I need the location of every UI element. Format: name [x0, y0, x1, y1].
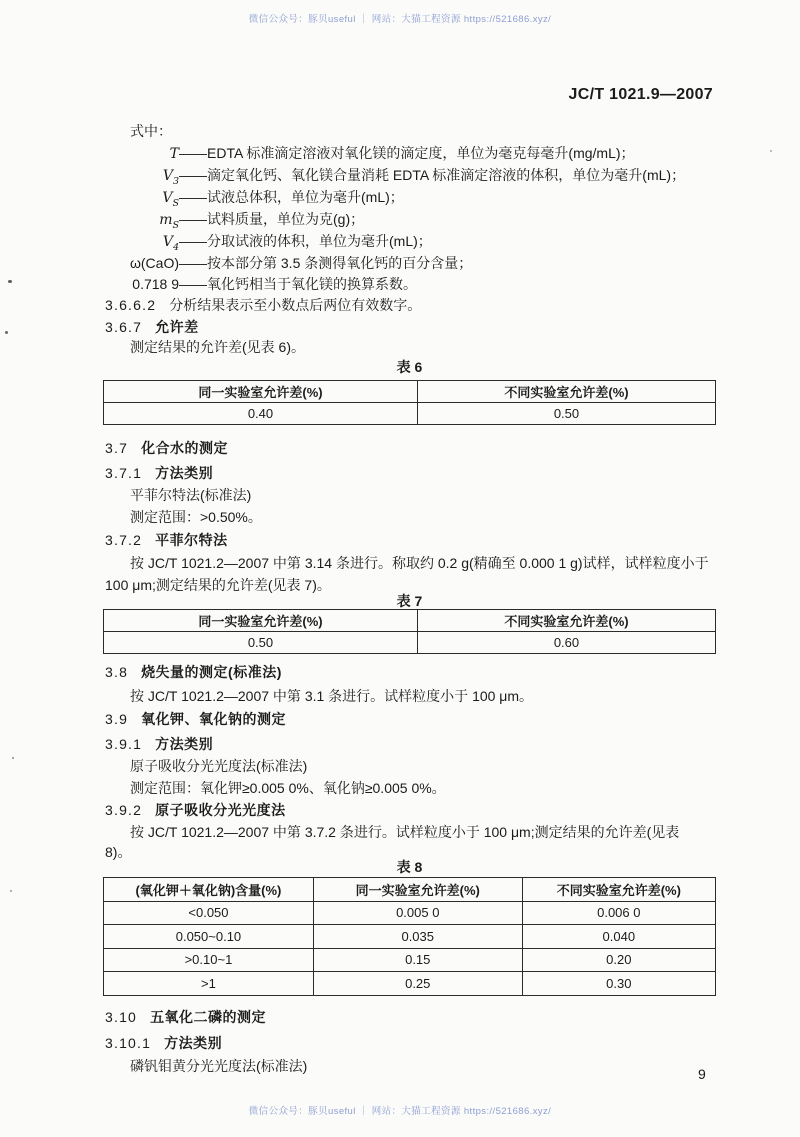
table-header-cell: 同一实验室允许差(%) — [313, 878, 522, 902]
clause-number: 3.8 — [105, 664, 129, 680]
symbol-text: V — [162, 234, 173, 250]
table-header-cell: (氧化钾＋氧化钠)含量(%) — [104, 878, 314, 902]
formula-item-wCaO — [105, 254, 472, 272]
clause-310-heading — [105, 1008, 266, 1026]
formula-symbol — [105, 275, 179, 293]
formula-lead: 式中： — [130, 123, 172, 139]
clause-371-line1: 平菲尔特法(标准法) — [130, 487, 252, 503]
clause-38-heading — [105, 663, 282, 681]
clause-number: 3.6.6.2 — [105, 297, 157, 313]
clause-number: 3.10.1 — [105, 1035, 152, 1051]
table-cell: 0.20 — [522, 948, 715, 972]
formula-desc: ——试液总体积，单位为毫升(mL)； — [179, 189, 404, 205]
table-cell: 0.050~0.10 — [104, 925, 314, 949]
symbol-sub: S — [172, 219, 179, 231]
page-number: 9 — [698, 1066, 706, 1082]
formula-item-V4 — [105, 232, 432, 253]
formula-item-T — [105, 144, 635, 162]
clause-372-heading — [105, 531, 228, 549]
table-cell: 0.25 — [313, 972, 522, 996]
table-row — [104, 632, 716, 654]
table-cell: 0.006 0 — [522, 901, 715, 925]
clause-number: 3.9 — [105, 711, 129, 727]
clause-number: 3.7 — [105, 440, 129, 456]
symbol-text: 0.718 9 — [132, 276, 179, 292]
table-cell: 0.035 — [313, 925, 522, 949]
clause-title: 氧化钾、氧化钠的测定 — [141, 711, 287, 727]
clause-number: 3.10 — [105, 1009, 138, 1025]
clause-number: 3.7.1 — [105, 465, 143, 481]
formula-item-V3 — [105, 166, 686, 187]
clause-3662 — [105, 296, 421, 314]
clause-372-body-line1: 按 JC/T 1021.2—2007 中第 3.14 条进行。称取约 0.2 g(精确至 0.000 1 g)试样，试样粒度小于 — [130, 555, 709, 571]
table7-caption: 表 7 — [396, 593, 423, 609]
table-cell: 0.40 — [104, 403, 418, 425]
clause-37-heading — [105, 439, 228, 457]
table-header-cell: 同一实验室允许差(%) — [104, 381, 418, 403]
formula-desc: ——分取试液的体积，单位为毫升(mL)； — [179, 233, 432, 249]
table-cell: 0.040 — [522, 925, 715, 949]
table-row — [104, 972, 716, 996]
watermark-top: 微信公众号：豚贝useful ｜ 网站：大猫工程资源 https://521686.xyz/ — [248, 14, 552, 25]
symbol-text: ω(CaO) — [129, 255, 179, 271]
clause-number: 3.7.2 — [105, 532, 143, 548]
table-row — [104, 901, 716, 925]
table-cell: 0.50 — [104, 632, 418, 654]
table-header-row — [104, 610, 716, 632]
clause-title: 方法类别 — [164, 1035, 223, 1051]
formula-symbol — [105, 144, 179, 162]
clause-title: 方法类别 — [155, 736, 214, 752]
clause-3101-heading — [105, 1034, 222, 1052]
table-row — [104, 948, 716, 972]
doc-code: JC/T 1021.9—2007 — [568, 86, 713, 103]
scan-speck — [770, 150, 772, 152]
table-cell: 0.30 — [522, 972, 715, 996]
clause-391-line1: 原子吸收分光光度法(标准法) — [130, 758, 308, 774]
clause-number: 3.9.2 — [105, 802, 143, 818]
clause-392-body-line1: 按 JC/T 1021.2—2007 中第 3.7.2 条进行。试样粒度小于 100 μm;测定结果的允许差(见表 — [130, 824, 680, 840]
symbol-sub: 3 — [172, 175, 179, 187]
formula-symbol — [105, 166, 179, 187]
table-header-cell: 同一实验室允许差(%) — [104, 610, 418, 632]
scan-speck — [12, 757, 14, 759]
clause-367-heading — [105, 318, 199, 336]
clause-3101-line1: 磷钒钼黄分光光度法(标准法) — [130, 1058, 308, 1074]
clause-372-body-line2: 100 μm;测定结果的允许差(见表 7)。 — [105, 577, 331, 593]
table-7 — [103, 609, 716, 654]
table-row — [104, 403, 716, 425]
clause-371-line2: 测定范围：>0.50%。 — [130, 509, 262, 525]
formula-symbol — [105, 210, 179, 231]
symbol-sub: 4 — [172, 241, 179, 253]
clause-number: 3.6.7 — [105, 319, 143, 335]
table-cell: <0.050 — [104, 901, 314, 925]
formula-symbol — [105, 188, 179, 209]
table-header-cell: 不同实验室允许差(%) — [417, 610, 715, 632]
formula-item-mS — [105, 210, 365, 231]
table-header-cell: 不同实验室允许差(%) — [522, 878, 715, 902]
symbol-text: V — [162, 168, 173, 184]
formula-item-VS — [105, 188, 404, 209]
formula-symbol — [105, 254, 179, 272]
clause-391-heading — [105, 735, 213, 753]
table-cell: 0.50 — [417, 403, 715, 425]
clause-title: 平菲尔特法 — [155, 532, 228, 548]
clause-title: 五氧化二磷的测定 — [150, 1009, 267, 1025]
formula-desc: ——滴定氧化钙、氧化镁合量消耗 EDTA 标准滴定溶液的体积，单位为毫升(mL)； — [179, 167, 686, 183]
clause-title: 原子吸收分光光度法 — [155, 802, 286, 818]
table-cell: >0.10~1 — [104, 948, 314, 972]
clause-392-heading — [105, 801, 286, 819]
scan-speck — [10, 890, 12, 892]
clause-text: 分析结果表示至小数点后两位有效数字。 — [169, 297, 422, 313]
table6-caption: 表 6 — [396, 359, 423, 375]
clause-title: 方法类别 — [155, 465, 214, 481]
symbol-sub: S — [172, 197, 179, 209]
watermark-bottom: 微信公众号：豚贝useful ｜ 网站：大猫工程资源 https://521686.xyz/ — [248, 1106, 552, 1117]
table-cell: 0.15 — [313, 948, 522, 972]
clause-38-body: 按 JC/T 1021.2—2007 中第 3.1 条进行。试样粒度小于 100 μm。 — [130, 688, 534, 704]
scan-speck — [8, 280, 12, 283]
table-header-cell: 不同实验室允许差(%) — [417, 381, 715, 403]
table8-caption: 表 8 — [396, 859, 423, 875]
clause-391-line2: 测定范围：氧化钾≥0.005 0%、氧化钠≥0.005 0%。 — [130, 780, 446, 796]
clause-title: 烧失量的测定(标准法) — [141, 664, 282, 680]
symbol-text: T — [169, 146, 179, 162]
clause-367-body: 测定结果的允许差(见表 6)。 — [130, 339, 305, 355]
clause-title: 化合水的测定 — [141, 440, 229, 456]
formula-desc: ——EDTA 标准滴定溶液对氧化镁的滴定度，单位为毫克每毫升(mg/mL)； — [179, 145, 635, 161]
formula-desc: ——按本部分第 3.5 条测得氧化钙的百分含量； — [179, 255, 473, 271]
table-row — [104, 925, 716, 949]
symbol-text: V — [162, 190, 173, 206]
formula-symbol — [105, 232, 179, 253]
table-cell: 0.005 0 — [313, 901, 522, 925]
clause-371-heading — [105, 464, 213, 482]
table-header-row — [104, 878, 716, 902]
clause-39-heading — [105, 710, 286, 728]
table-6 — [103, 380, 716, 425]
formula-desc: ——氧化钙相当于氧化镁的换算系数。 — [179, 276, 417, 292]
clause-number: 3.9.1 — [105, 736, 143, 752]
table-cell: 0.60 — [417, 632, 715, 654]
symbol-text: m — [159, 212, 173, 228]
table-cell: >1 — [104, 972, 314, 996]
clause-title: 允许差 — [155, 319, 199, 335]
clause-392-body-line2: 8)。 — [105, 844, 132, 860]
table-header-row — [104, 381, 716, 403]
table-8 — [103, 877, 716, 996]
formula-desc: ——试料质量，单位为克(g)； — [179, 211, 365, 227]
formula-item-factor — [105, 275, 417, 293]
scan-speck — [5, 331, 8, 334]
